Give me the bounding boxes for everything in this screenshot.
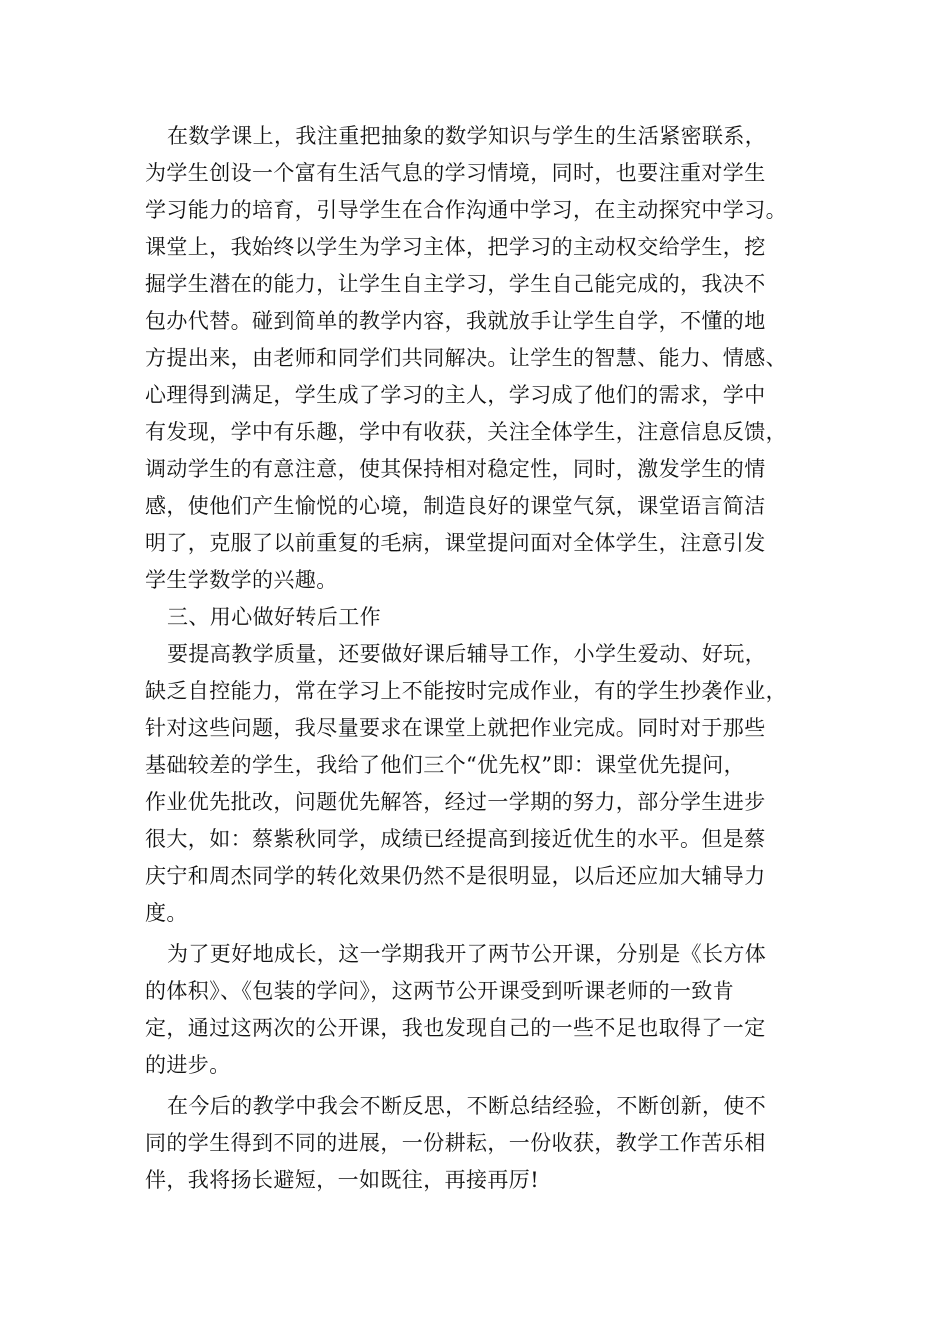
paragraph-line: 作业优先批改，问题优先解答，经过一学期的努力，部分学生进步 <box>145 790 766 814</box>
paragraph-line: 定，通过这两次的公开课，我也发现自己的一些不足也取得了一定 <box>145 1016 766 1040</box>
paragraph-line: 感，使他们产生愉悦的心境，制造良好的课堂气氛，课堂语言简洁 <box>145 494 766 518</box>
paragraph-line: 在数学课上，我注重把抽象的数学知识与学生的生活紧密联系， <box>167 124 767 148</box>
paragraph-line: 课堂上，我始终以学生为学习主体，把学习的主动权交给学生，挖 <box>145 235 766 259</box>
paragraph-line: 缺乏自控能力，常在学习上不能按时完成作业，有的学生抄袭作业， <box>145 679 787 703</box>
paragraph-line: 有发现，学中有乐趣，学中有收获，关注全体学生，注意信息反馈， <box>145 420 787 444</box>
paragraph-line: 基础较差的学生，我给了他们三个“优先权”即：课堂优先提问， <box>145 753 746 777</box>
paragraph-line: 同的学生得到不同的进展，一份耕耘，一份收获，教学工作苦乐相 <box>145 1131 766 1155</box>
paragraph-line: 很大，如：蔡紫秋同学，成绩已经提高到接近优生的水平。但是蔡 <box>145 827 766 851</box>
paragraph-line: 的进步。 <box>145 1053 231 1077</box>
paragraph-line: 针对这些问题，我尽量要求在课堂上就把作业完成。同时对于那些 <box>145 716 766 740</box>
paragraph-line: 调动学生的有意注意，使其保持相对稳定性，同时，激发学生的情 <box>145 457 766 481</box>
paragraph-line: 明了，克服了以前重复的毛病，课堂提问面对全体学生，注意引发 <box>145 531 766 555</box>
paragraph-line: 心理得到满足，学生成了学习的主人，学习成了他们的需求，学中 <box>145 383 766 407</box>
paragraph-line: 掘学生潜在的能力，让学生自主学习，学生自己能完成的，我决不 <box>145 272 766 296</box>
section-heading: 三、用心做好转后工作 <box>167 605 381 629</box>
paragraph-line: 为学生创设一个富有生活气息的学习情境，同时，也要注重对学生 <box>145 161 766 185</box>
paragraph-line: 学生学数学的兴趣。 <box>145 568 338 592</box>
paragraph-line: 伴，我将扬长避短，一如既往，再接再厉! <box>145 1168 540 1192</box>
paragraph-line: 要提高教学质量，还要做好课后辅导工作，小学生爱动、好玩， <box>167 642 767 666</box>
paragraph-line: 庆宁和周杰同学的转化效果仍然不是很明显，以后还应加大辅导力 <box>145 864 766 888</box>
paragraph-line: 包办代替。碰到简单的教学内容，我就放手让学生自学，不懂的地 <box>145 309 766 333</box>
paragraph-line: 度。 <box>145 901 188 925</box>
paragraph-line: 的体积》、《包装的学问》，这两节公开课受到听课老师的一致肯 <box>145 979 735 1003</box>
paragraph-line: 为了更好地成长，这一学期我开了两节公开课，分别是《长方体 <box>167 942 767 966</box>
paragraph-line: 在今后的教学中我会不断反思，不断总结经验，不断创新，使不 <box>167 1094 767 1118</box>
paragraph-line: 方提出来，由老师和同学们共同解决。让学生的智慧、能力、情感、 <box>145 346 787 370</box>
paragraph-line: 学习能力的培育，引导学生在合作沟通中学习，在主动探究中学习。 <box>145 198 787 222</box>
